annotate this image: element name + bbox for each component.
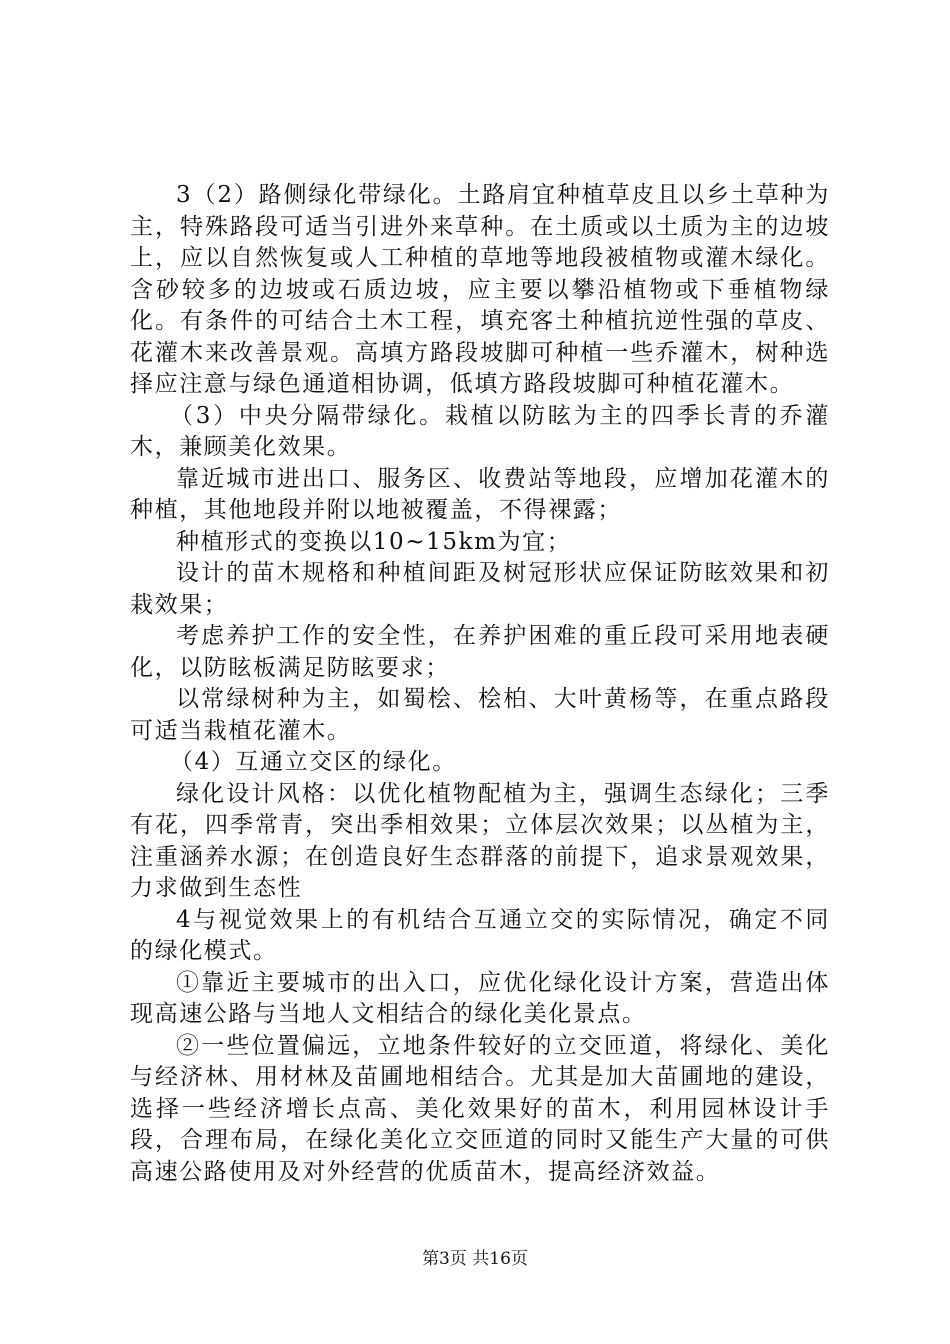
paragraph-city-entrance: 靠近城市进出口、服务区、收费站等地段，应增加花灌木的种植，其他地段并附以地被覆盖，不得裸露； <box>130 465 830 523</box>
paragraph-maintenance-safety: 考虑养护工作的安全性，在养护困难的重丘段可采用地表硬化，以防眩板满足防眩要求； <box>130 623 830 681</box>
paragraph-main-entrance: ①靠近主要城市的出入口，应优化绿化设计方案，营造出体现高速公路与当地人文相结合的绿化美化景点。 <box>130 969 830 1027</box>
page-number-footer: 第3页 共16页 <box>422 1249 528 1269</box>
paragraph-design-style: 绿化设计风格：以优化植物配植为主，强调生态绿化；三季有花，四季常青，突出季相效果；立体层次效果；以丛植为主，注重涵养水源；在创造良好生态群落的前提下，追求景观效果，力求做到生态性 <box>130 780 830 901</box>
paragraph-median-greening: （3）中央分隔带绿化。栽植以防眩为主的四季长青的乔灌木，兼顾美化效果。 <box>130 402 830 460</box>
paragraph-planting-interval: 种植形式的变换以10~15km为宜； <box>176 528 572 555</box>
paragraph-greening-modes: 4与视觉效果上的有机结合互通立交的实际情况，确定不同的绿化模式。 <box>130 906 830 964</box>
document-body <box>130 180 830 1188</box>
paragraph-seedling-spec: 设计的苗木规格和种植间距及树冠形状应保证防眩效果和初栽效果； <box>130 560 830 618</box>
paragraph-remote-ramps: ②一些位置偏远，立地条件较好的立交匝道，将绿化、美化与经济林、用材林及苗圃地相结合。尤其是加大苗圃地的建设，选择一些经济增长点高、美化效果好的苗木，利用园林设计手段，合理布局，在绿化美化立交匝道的同时又能生产大量的可供高速公路使用及对外经营的优质苗木，提高经济效益。 <box>130 1032 830 1185</box>
paragraph-roadside-greening: 3（2）路侧绿化带绿化。土路肩宜种植草皮且以乡土草种为主，特殊路段可适当引进外来草种。在土质或以土质为主的边坡上，应以自然恢复或人工种植的草地等地段被植物或灌木绿化。含砂较多的边坡或石质边坡，应主要以攀沿植物或下垂植物绿化。有条件的可结合土木工程，填充客土种植抗逆性强的草皮、花灌木来改善景观。高填方路段坡脚可种植一些乔灌木，树种选择应注意与绿色通道相协调，低填方路段坡脚可种植花灌木。 <box>130 182 830 397</box>
paragraph-interchange-heading: （4）互通立交区的绿化。 <box>170 749 457 775</box>
paragraph-evergreen-species: 以常绿树种为主，如蜀桧、桧柏、大叶黄杨等，在重点路段可适当栽植花灌木。 <box>130 686 830 744</box>
